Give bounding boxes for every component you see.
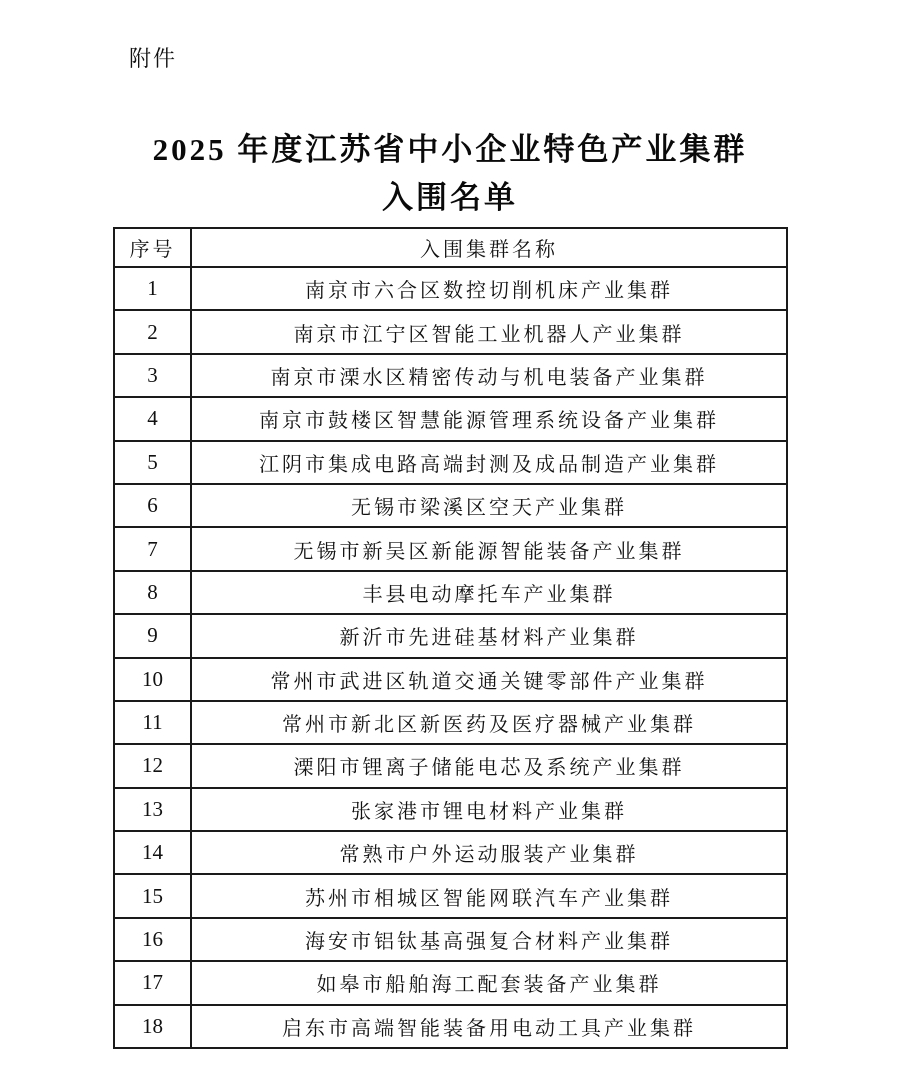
table-row [114,918,787,961]
row-cluster-name: 南京市江宁区智能工业机器人产业集群 [191,310,787,353]
table-row [114,744,787,787]
row-serial-number: 6 [114,484,191,527]
table-row [114,571,787,614]
row-serial-number: 1 [114,267,191,310]
document-title [0,126,900,222]
title-line-2: 入围名单 [382,180,518,215]
row-serial-number: 8 [114,571,191,614]
row-cluster-name: 常州市新北区新医药及医疗器械产业集群 [191,701,787,744]
row-serial-number: 9 [114,614,191,657]
row-cluster-name: 常熟市户外运动服装产业集群 [191,831,787,874]
cluster-table [113,227,788,1049]
table-body [114,267,787,1048]
row-cluster-name: 南京市鼓楼区智慧能源管理系统设备产业集群 [191,397,787,440]
row-serial-number: 15 [114,874,191,917]
row-cluster-name: 常州市武进区轨道交通关键零部件产业集群 [191,658,787,701]
header-cluster-name: 入围集群名称 [191,228,787,267]
row-serial-number: 12 [114,744,191,787]
table-row [114,527,787,570]
row-serial-number: 10 [114,658,191,701]
table-row [114,484,787,527]
table-header-row [114,228,787,267]
row-cluster-name: 海安市铝钛基高强复合材料产业集群 [191,918,787,961]
table-row [114,441,787,484]
row-cluster-name: 张家港市锂电材料产业集群 [191,788,787,831]
row-cluster-name: 新沂市先进硅基材料产业集群 [191,614,787,657]
row-cluster-name: 丰县电动摩托车产业集群 [191,571,787,614]
row-serial-number: 5 [114,441,191,484]
table-row [114,397,787,440]
row-serial-number: 16 [114,918,191,961]
table-row [114,831,787,874]
row-serial-number: 7 [114,527,191,570]
row-serial-number: 4 [114,397,191,440]
table-row [114,658,787,701]
table-row [114,354,787,397]
title-line-1: 2025 年度江苏省中小企业特色产业集群 [152,132,748,167]
row-serial-number: 17 [114,961,191,1004]
table-row [114,788,787,831]
row-serial-number: 14 [114,831,191,874]
row-serial-number: 13 [114,788,191,831]
row-cluster-name: 溧阳市锂离子储能电芯及系统产业集群 [191,744,787,787]
row-cluster-name: 江阴市集成电路高端封测及成品制造产业集群 [191,441,787,484]
row-cluster-name: 南京市溧水区精密传动与机电装备产业集群 [191,354,787,397]
header-serial-number: 序号 [114,228,191,267]
row-cluster-name: 南京市六合区数控切削机床产业集群 [191,267,787,310]
attachment-label: 附件 [129,46,178,71]
table-row [114,961,787,1004]
row-cluster-name: 启东市高端智能装备用电动工具产业集群 [191,1005,787,1048]
table-row [114,874,787,917]
table-row [114,701,787,744]
row-cluster-name: 苏州市相城区智能网联汽车产业集群 [191,874,787,917]
table-row [114,310,787,353]
row-cluster-name: 无锡市梁溪区空天产业集群 [191,484,787,527]
row-cluster-name: 如皋市船舶海工配套装备产业集群 [191,961,787,1004]
table-row [114,267,787,310]
table-row [114,1005,787,1048]
row-serial-number: 3 [114,354,191,397]
table-row [114,614,787,657]
row-cluster-name: 无锡市新吴区新能源智能装备产业集群 [191,527,787,570]
row-serial-number: 2 [114,310,191,353]
row-serial-number: 11 [114,701,191,744]
row-serial-number: 18 [114,1005,191,1048]
